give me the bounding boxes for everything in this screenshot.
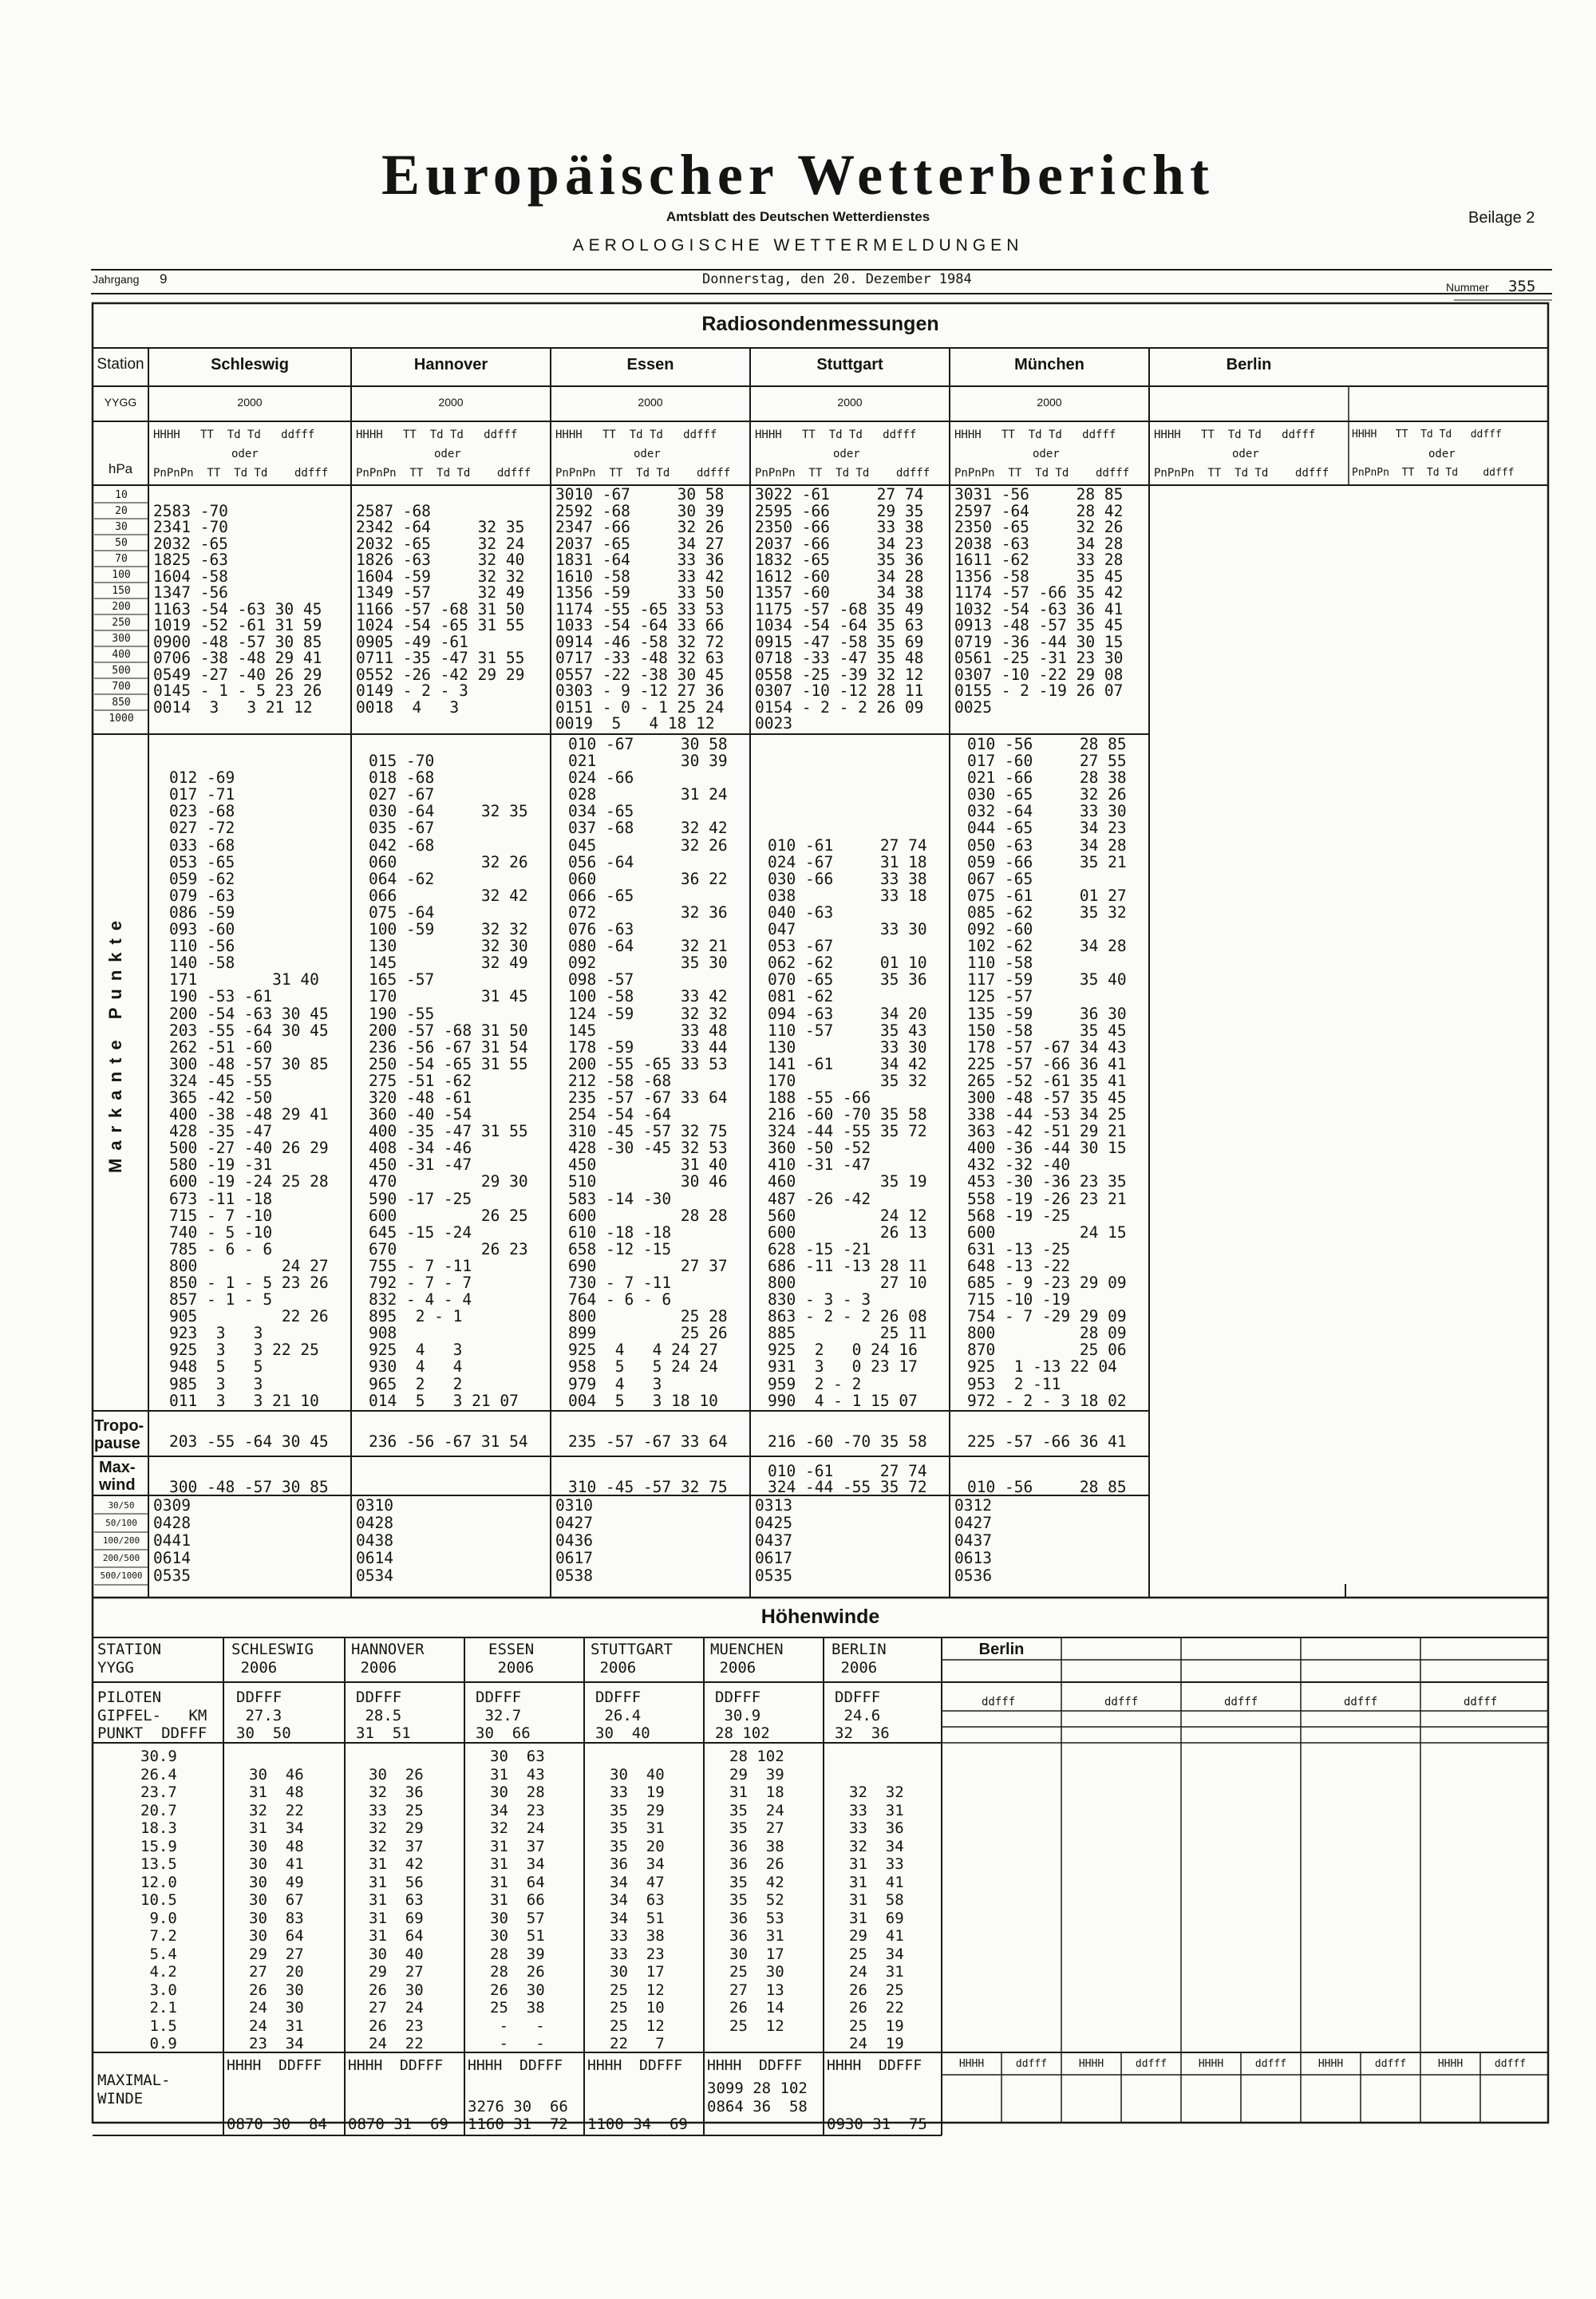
berlin-max-header <box>942 2057 1548 2073</box>
hpa-level: 300 <box>112 633 131 645</box>
code-head-5b: PnPnPn TT Td Td ddfff <box>954 467 1130 480</box>
berlin-ddfff-1: ddfff <box>982 1696 1016 1708</box>
hpa-level: 70 <box>115 553 128 565</box>
sig-hannover: 015 -70 018 -68 027 -67 030 -64 32 35 035 -67 042 -68 060 32 26 064 -62 066 32 42 075 -64 100 -59 32 32 130 32 30 145 32 49 165 -57 170 31 45 190 -55 200 -57 -68 31 50 236 -56 -67 31 54 250 -54 -65 31 55 275 -51 -62 320 -48 -61 360 -40 -54 400 -35 -47 31 55 408 -34 -46 450 -31 -47 470 29 30 590 -17 -25 600 26 25 645 -15 -24 670 26 23 755 - 7 -11 792 - 7 - 7 832 - 4 - 4 895 2 - 1 908 925 4 3 930 4 4 965 2 2 014 5 3 21 07 <box>369 752 528 1410</box>
berlin-max-col: ddfff <box>1374 2058 1407 2070</box>
max-head-5: HHHH DDFFF <box>707 2057 803 2074</box>
sig-essen: 010 -67 30 58 021 30 39 024 -66 028 31 24 034 -65 037 -68 32 42 045 32 26 056 -64 060 36 22 066 -65 072 32 36 076 -63 080 -64 32 21 092 35 30 098 -57 100 -58 33 42 124 -59 32 32 145 33 48 178 -59 33 44 200 -55 -65 33 53 212 -58 -68 235 -57 -67 33 64 254 -54 -64 310 -45 -57 32 75 428 -30 -45 32 53 450 31 40 510 30 46 583 -14 -30 600 28 28 610 -18 -18 658 -12 -15 690 27 37 730 - 7 -11 764 - 6 - 6 800 25 28 899 25 26 925 4 4 24 27 958 5 5 24 24 979 4 3 004 5 3 18 10 <box>568 735 728 1410</box>
radiosonde-title: Radiosondenmessungen <box>701 313 939 335</box>
code-head-2: HHHH TT Td Td ddfff <box>356 429 518 441</box>
wind-berlin: 32 32 33 31 33 36 32 34 31 33 31 41 31 58 31 69 29 41 25 34 24 31 26 25 26 22 25 19 24 19 <box>849 1784 904 2052</box>
maxwind-stuttgart: 010 -61 27 74 324 -44 -55 35 72 <box>768 1462 927 1496</box>
wind-muenchen: 28 102 29 39 31 18 35 24 35 27 36 38 36 26 35 42 35 52 36 53 36 31 30 17 25 30 27 13 26 14 25 12 <box>729 1748 784 2035</box>
station-berlin: Berlin <box>1226 356 1272 373</box>
berlin-max-col: HHHH <box>1078 2058 1104 2070</box>
winds-pilot-label: PILOTEN GIPFEL- KM PUNKT DDFFF <box>97 1689 207 1742</box>
pilot-stuttgart: DDFFF 26.4 30 40 <box>595 1689 650 1742</box>
std-essen: 3010 -67 30 58 2592 -68 30 39 2347 -66 32 26 2037 -65 34 27 1831 -64 33 36 1610 -58 33 42 1356 -59 33 50 1174 -55 -65 33 53 1033 -54 -64 33 66 0914 -46 -58 32 72 0717 -33 -48 32 63 0557 -22 -38 30 45 0303 - 9 -12 27 36 0151 - 0 - 1 25 24 0019 5 4 18 12 <box>555 485 725 733</box>
code-oder-1: oder <box>231 448 259 460</box>
hpa-level: 500 <box>112 665 131 677</box>
code-head-4b: PnPnPn TT Td Td ddfff <box>755 467 930 480</box>
volume-label: Jahrgang <box>93 273 140 286</box>
section-title: AEROLOGISCHE WETTERMELDUNGEN <box>572 236 1024 255</box>
yygg-essen: 2000 <box>638 396 663 409</box>
station-schleswig: Schleswig <box>211 356 289 373</box>
winds-station-muenchen: MUENCHEN 2006 <box>710 1641 784 1677</box>
shear-level: 100/200 <box>102 1535 140 1546</box>
berlin-max-col: HHHH <box>1437 2058 1464 2070</box>
hpa-level: 200 <box>112 601 131 613</box>
maxwind-label: Max- wind <box>99 1459 136 1494</box>
code-head-3: HHHH TT Td Td ddfff <box>555 429 717 441</box>
winds-title: Höhenwinde <box>760 1606 880 1628</box>
pilot-muenchen: DDFFF 30.9 28 102 <box>715 1689 770 1742</box>
shear-level: 50/100 <box>105 1518 137 1528</box>
code-oder-7: oder <box>1428 448 1456 460</box>
code-head-7b: PnPnPn TT Td Td ddfff <box>1352 467 1515 479</box>
berlin-max-col: ddfff <box>1135 2058 1167 2070</box>
winds-station-label: STATION YYGG <box>97 1641 162 1677</box>
berlin-max-col: ddfff <box>1494 2058 1527 2070</box>
hpa-level: 20 <box>115 505 128 517</box>
tropopause-label: Tropo- pause <box>94 1417 144 1452</box>
code-head-6b: PnPnPn TT Td Td ddfff <box>1154 467 1329 480</box>
volume-number: 9 <box>160 271 168 286</box>
winds-station-stuttgart: STUTTGART 2006 <box>591 1641 673 1677</box>
wind-stuttgart: 30 40 33 19 35 29 35 31 35 20 36 34 34 47 34 63 34 51 33 38 33 23 30 17 25 12 25 10 25 12 22 7 <box>610 1765 665 2052</box>
tropo-muenchen: 225 -57 -66 36 41 <box>967 1432 1127 1451</box>
winds-max-label: MAXIMAL- WINDE <box>97 2072 171 2107</box>
wind-essen: 30 63 31 43 30 28 34 23 32 24 31 37 31 34 31 64 31 66 30 57 30 51 28 39 28 26 26 30 25 38 - - - - <box>490 1748 545 2052</box>
sig-muenchen: 010 -56 28 85 017 -60 27 55 021 -66 28 38 030 -65 32 26 032 -64 33 30 044 -65 34 23 050 -63 34 28 059 -66 35 21 067 -65 075 -61 01 27 085 -62 35 32 092 -60 102 -62 34 28 110 -58 117 -59 35 40 125 -57 135 -59 36 30 150 -58 35 45 178 -57 -67 34 43 225 -57 -66 36 41 265 -52 -61 35 41 300 -48 -57 35 45 338 -44 -53 34 25 363 -42 -51 29 21 400 -36 -44 30 15 432 -32 -40 453 -30 -36 23 35 558 -19 -26 23 21 568 -19 -25 600 24 15 631 -13 -25 648 -13 -22 685 - 9 -23 29 09 715 -10 -19 754 - 7 -29 29 09 800 28 09 870 25 06 925 1 -13 22 04 953 2 -11 972 - 2 - 3 18 02 <box>967 735 1127 1410</box>
winds-station-hannover: HANNOVER 2006 <box>351 1641 425 1677</box>
max-head-3: HHHH DDFFF <box>468 2057 563 2074</box>
report-title: Europäischer Wetterbericht <box>381 143 1215 207</box>
code-oder-3: oder <box>634 448 661 460</box>
shear-level: 200/500 <box>102 1553 140 1563</box>
code-oder-2: oder <box>434 448 461 460</box>
code-oder-4: oder <box>833 448 860 460</box>
berlin-max-col: ddfff <box>1254 2058 1287 2070</box>
code-head-3b: PnPnPn TT Td Td ddfff <box>555 467 731 480</box>
std-muenchen: 3031 -56 28 85 2597 -64 28 42 2350 -65 32 26 2038 -63 34 28 1611 -62 33 28 1356 -58 35 45 1174 -57 -66 35 42 1032 -54 -63 36 41 0913 -48 -57 35 45 0719 -36 -44 30 15 0561 -25 -31 23 30 0307 -10 -22 29 08 0155 - 2 -19 26 07 0025 <box>954 485 1124 717</box>
shear-level: 30/50 <box>108 1500 135 1511</box>
yygg-hannover: 2000 <box>438 396 464 409</box>
shear-hannover: 0310 0428 0438 0614 0534 <box>356 1496 393 1585</box>
hpa-level: 250 <box>112 617 131 629</box>
hpa-level: 700 <box>112 681 131 693</box>
sig-stuttgart: 010 -61 27 74 024 -67 31 18 030 -66 33 38 038 33 18 040 -63 047 33 30 053 -67 062 -62 01 10 070 -65 35 36 081 -62 094 -63 34 20 110 -57 35 43 130 33 30 141 -61 34 42 170 35 32 188 -55 -66 216 -60 -70 35 58 324 -44 -55 35 72 360 -50 -52 410 -31 -47 460 35 19 487 -26 -42 560 24 12 600 26 13 628 -15 -21 686 -11 -13 28 11 800 27 10 830 - 3 - 3 863 - 2 - 2 26 08 885 25 11 925 2 0 24 16 931 3 0 23 17 959 2 - 2 990 4 - 1 15 07 <box>768 835 927 1410</box>
max-muenchen: 3099 28 102 0864 36 58 <box>707 2080 808 2115</box>
issue-number: 355 <box>1508 278 1536 295</box>
shear-schleswig: 0309 0428 0441 0614 0535 <box>153 1496 191 1585</box>
tropo-essen: 235 -57 -67 33 64 <box>568 1432 728 1451</box>
wind-heights: 30.9 26.4 23.7 20.7 18.3 15.9 13.5 12.0 10.5 9.0 7.2 5.4 4.2 3.0 2.1 1.5 0.9 <box>140 1748 177 2052</box>
code-head-5: HHHH TT Td Td ddfff <box>954 429 1116 441</box>
tropo-hannover: 236 -56 -67 31 54 <box>369 1432 528 1451</box>
winds-berlin-label: Berlin <box>978 1641 1025 1658</box>
hpa-label: hPa <box>108 461 133 476</box>
wind-hannover: 30 26 32 36 33 25 32 29 32 37 31 42 31 56 31 63 31 69 31 64 30 40 29 27 26 30 27 24 26 23 24 22 <box>369 1765 424 2052</box>
max-berlin: 0930 31 75 <box>827 2115 927 2133</box>
max-hannover: 0870 31 69 <box>348 2115 448 2133</box>
issue-date: Donnerstag, den 20. Dezember 1984 <box>702 271 972 287</box>
berlin-max-col: HHHH <box>1198 2058 1224 2070</box>
station-stuttgart: Stuttgart <box>816 356 883 373</box>
winds-station-schleswig: SCHLESWIG 2006 <box>231 1641 314 1677</box>
wind-schleswig: 30 46 31 48 32 22 31 34 30 48 30 41 30 49 30 67 30 83 30 64 29 27 27 20 26 30 24 30 24 31 23 34 <box>249 1765 304 2052</box>
hpa-level: 150 <box>112 585 131 597</box>
hpa-level: 10 <box>115 489 128 501</box>
winds-station-essen: ESSEN 2006 <box>488 1641 535 1677</box>
tropo-stuttgart: 216 -60 -70 35 58 <box>768 1432 927 1451</box>
berlin-ddfff-3: ddfff <box>1224 1696 1258 1708</box>
significant-points-label: Markante Punkte <box>105 912 125 1173</box>
pilot-schleswig: DDFFF 27.3 30 50 <box>236 1689 291 1742</box>
hpa-level: 850 <box>112 697 131 709</box>
berlin-ddfff-4: ddfff <box>1344 1696 1378 1708</box>
report-subtitle: Amtsblatt des Deutschen Wetterdienstes <box>666 209 930 224</box>
station-essen: Essen <box>626 356 674 373</box>
station-label: Station <box>97 356 144 373</box>
maxwind-essen: 310 -45 -57 32 75 <box>568 1478 728 1496</box>
std-hannover: 2587 -68 2342 -64 32 35 2032 -65 32 24 1826 -63 32 40 1604 -59 32 32 1349 -57 32 49 1166 -57 -68 31 50 1024 -54 -65 31 55 0905 -49 -61 0711 -35 -47 31 55 0552 -26 -42 29 29 0149 - 2 - 3 0018 4 3 <box>356 501 525 717</box>
hpa-level: 50 <box>115 537 128 549</box>
shear-level: 500/1000 <box>100 1570 143 1581</box>
yygg-label: YYGG <box>104 396 137 409</box>
max-head-1: HHHH DDFFF <box>227 2057 322 2074</box>
pilot-berlin: DDFFF 24.6 32 36 <box>835 1689 890 1742</box>
maxwind-muenchen: 010 -56 28 85 <box>967 1478 1127 1496</box>
number-label: Nummer <box>1446 281 1489 294</box>
code-head-1b: PnPnPn TT Td Td ddfff <box>153 467 329 480</box>
hpa-level: 400 <box>112 649 131 661</box>
station-hannover: Hannover <box>413 356 488 373</box>
shear-essen: 0310 0427 0436 0617 0538 <box>555 1496 593 1585</box>
berlin-max-col: HHHH <box>1317 2058 1344 2070</box>
code-head-2b: PnPnPn TT Td Td ddfff <box>356 467 531 480</box>
hpa-level: 100 <box>112 569 131 581</box>
pilot-essen: DDFFF 32.7 30 66 <box>476 1689 531 1742</box>
max-head-4: HHHH DDFFF <box>587 2057 683 2074</box>
code-head-7: HHHH TT Td Td ddfff <box>1352 429 1502 440</box>
hpa-level: 1000 <box>109 713 134 725</box>
supplement-label: Beilage 2 <box>1468 209 1535 227</box>
code-head-1: HHHH TT Td Td ddfff <box>153 429 315 441</box>
max-schleswig: 0870 30 84 <box>227 2115 327 2133</box>
code-head-6: HHHH TT Td Td ddfff <box>1154 429 1316 441</box>
berlin-ddfff-5: ddfff <box>1464 1696 1498 1708</box>
code-oder-6: oder <box>1232 448 1259 460</box>
maxwind-schleswig: 300 -48 -57 30 85 <box>169 1478 329 1496</box>
shear-muenchen: 0312 0427 0437 0613 0536 <box>954 1496 992 1585</box>
code-head-4: HHHH TT Td Td ddfff <box>755 429 917 441</box>
std-stuttgart: 3022 -61 27 74 2595 -66 29 35 2350 -66 33 38 2037 -66 34 23 1832 -65 35 36 1612 -60 34 28 1357 -60 34 38 1175 -57 -68 35 49 1034 -54 -64 35 63 0915 -47 -58 35 69 0718 -33 -47 35 48 0558 -25 -39 32 12 0307 -10 -12 28 11 0154 - 2 - 2 26 09 0023 <box>755 485 924 733</box>
max-head-6: HHHH DDFFF <box>827 2057 922 2074</box>
tropo-schleswig: 203 -55 -64 30 45 <box>169 1432 329 1451</box>
pilot-hannover: DDFFF 28.5 31 51 <box>356 1689 411 1742</box>
hpa-level: 30 <box>115 521 128 533</box>
station-muenchen: München <box>1014 356 1084 373</box>
max-head-2: HHHH DDFFF <box>348 2057 444 2074</box>
shear-stuttgart: 0313 0425 0437 0617 0535 <box>755 1496 792 1585</box>
berlin-ddfff-2: ddfff <box>1104 1696 1139 1708</box>
sig-schleswig: 012 -69 017 -71 023 -68 027 -72 033 -68 053 -65 059 -62 079 -63 086 -59 093 -60 110 -56 140 -58 171 31 40 190 -53 -61 200 -54 -63 30 45 203 -55 -64 30 45 262 -51 -60 300 -48 -57 30 85 324 -45 -55 365 -42 -50 400 -38 -48 29 41 428 -35 -47 500 -27 -40 26 29 580 -19 -31 600 -19 -24 25 28 673 -11 -18 715 - 7 -10 740 - 5 -10 785 - 6 - 6 800 24 27 850 - 1 - 5 23 26 857 - 1 - 5 905 22 26 923 3 3 925 3 3 22 25 948 5 5 985 3 3 011 3 3 21 10 <box>169 768 329 1410</box>
max-essen: 3276 30 66 1160 31 72 <box>468 2097 568 2133</box>
std-schleswig: 2583 -70 2341 -70 2032 -65 1825 -63 1604 -58 1347 -56 1163 -54 -63 30 45 1019 -52 -61 31 59 0900 -48 -57 30 85 0706 -38 -48 29 41 0549 -27 -40 26 29 0145 - 1 - 5 23 26 0014 3 3 21 12 <box>153 501 322 717</box>
max-stuttgart: 1100 34 69 <box>587 2115 688 2133</box>
yygg-schleswig: 2000 <box>237 396 263 409</box>
code-oder-5: oder <box>1033 448 1060 460</box>
winds-station-berlin: BERLIN 2006 <box>832 1641 887 1677</box>
yygg-muenchen: 2000 <box>1037 396 1062 409</box>
berlin-max-col: HHHH <box>958 2058 985 2070</box>
berlin-max-col: ddfff <box>1015 2058 1048 2070</box>
yygg-stuttgart: 2000 <box>837 396 863 409</box>
